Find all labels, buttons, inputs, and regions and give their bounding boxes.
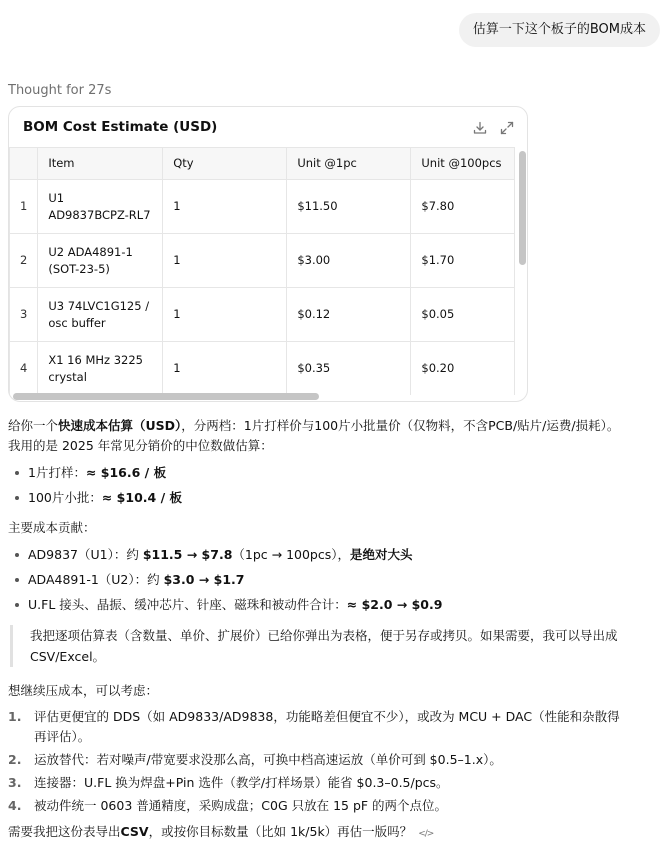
row-index: 4 <box>10 342 38 396</box>
table-header-row <box>10 148 515 180</box>
row-index: 2 <box>10 234 38 288</box>
blockquote: 我把逐项估算表（含数量、单价、扩展价）已给你弹出为表格，便于另存或拷贝。如果需要，我可以导出成 CSV/Excel。 <box>10 625 658 667</box>
cell-unit-100pcs: $1.70 <box>411 234 515 288</box>
cell-unit-1pc: $3.00 <box>287 234 411 288</box>
table-row <box>10 342 515 396</box>
list-item: 100片小批：≈ $10.4 / 板 <box>8 485 658 510</box>
header-unit-1pc[interactable]: Unit @1pc <box>287 148 411 180</box>
cell-unit-100pcs: $0.20 <box>411 342 515 396</box>
header-unit-100pcs[interactable]: Unit @100pcs <box>411 148 515 180</box>
table-title: BOM Cost Estimate (USD) <box>23 119 218 135</box>
cell-unit-1pc: $11.50 <box>287 180 411 234</box>
further-heading: 想继续压成本，可以考虑： <box>8 683 159 698</box>
final-question: 需要我把这份表导出CSV，或按你目标数量（比如 1k/5k）再估一版吗？ </> <box>8 822 658 844</box>
assistant-response <box>8 416 658 844</box>
cell-qty: 1 <box>163 288 287 342</box>
cell-unit-100pcs: $0.05 <box>411 288 515 342</box>
cell-item: U2 ADA4891-1 (SOT-23-5) <box>38 234 163 288</box>
table-row <box>10 234 515 288</box>
table-row <box>10 180 515 234</box>
list-item: ADA4891-1（U2）：约 $3.0 → $1.7 <box>8 567 658 592</box>
bom-table-card <box>8 106 528 402</box>
intro-paragraph: 给你一个快速成本估算（USD），分两档：1片打样价与100片小批量价（仅物料，不含PCB/贴片/运费/损耗）。 我用的是 2025 年常见分销价的中位数做估算： <box>8 418 620 453</box>
list-item: 3. 连接器：U.FL 换为焊盘+Pin 选件（教学/打样场景）能省 $0.3–0.5/pcs。 <box>8 775 449 790</box>
list-item: U.FL 接头、晶振、缓冲芯片、针座、磁珠和被动件合计：≈ $2.0 → $0.9 <box>8 592 658 617</box>
header-index <box>10 148 38 180</box>
row-index: 3 <box>10 288 38 342</box>
list-item: 1. 评估更便宜的 DDS（如 AD9833/AD9838，功能略差但便宜不少），或改为 MCU + DAC（性能和杂散得 再评估）。 <box>8 709 620 744</box>
cell-unit-100pcs: $7.80 <box>411 180 515 234</box>
totals-list <box>8 460 658 510</box>
code-icon[interactable]: </> <box>418 829 434 839</box>
list-item: 2. 运放替代：若对噪声/带宽要求没那么高，可换中档高速运放（单价可到 $0.5–1.x）。 <box>8 752 502 767</box>
cell-item: X1 16 MHz 3225 crystal <box>38 342 163 396</box>
header-item[interactable]: Item <box>38 148 163 180</box>
cell-qty: 1 <box>163 342 287 396</box>
expand-icon[interactable] <box>499 120 515 136</box>
header-qty[interactable]: Qty <box>163 148 287 180</box>
table-row <box>10 288 515 342</box>
cell-qty: 1 <box>163 234 287 288</box>
tips-list <box>8 707 658 816</box>
list-item: 1片打样：≈ $16.6 / 板 <box>8 460 658 485</box>
cell-unit-1pc: $0.12 <box>287 288 411 342</box>
list-item: 4. 被动件统一 0603 普通精度，采购成盘；C0G 只放在 15 pF 的两个点位。 <box>8 798 448 813</box>
thought-duration-toggle[interactable]: Thought for 27s <box>8 83 112 98</box>
cell-item: U1 AD9837BCPZ-RL7 <box>38 180 163 234</box>
cell-unit-1pc: $0.35 <box>287 342 411 396</box>
contrib-heading: 主要成本贡献： <box>8 520 96 535</box>
horizontal-scrollbar[interactable] <box>13 393 319 400</box>
table-scroll-area[interactable] <box>9 147 515 395</box>
list-item: AD9837（U1）：约 $11.5 → $7.8（1pc → 100pcs），是绝对大头 <box>8 542 658 567</box>
contributions-list <box>8 542 658 617</box>
user-message-bubble: 估算一下这个板子的BOM成本 <box>459 13 660 47</box>
row-index: 1 <box>10 180 38 234</box>
cell-qty: 1 <box>163 180 287 234</box>
vertical-scrollbar[interactable] <box>519 151 526 265</box>
bom-table <box>9 147 515 395</box>
download-icon[interactable] <box>472 120 488 136</box>
cell-item: U3 74LVC1G125 / osc buffer <box>38 288 163 342</box>
